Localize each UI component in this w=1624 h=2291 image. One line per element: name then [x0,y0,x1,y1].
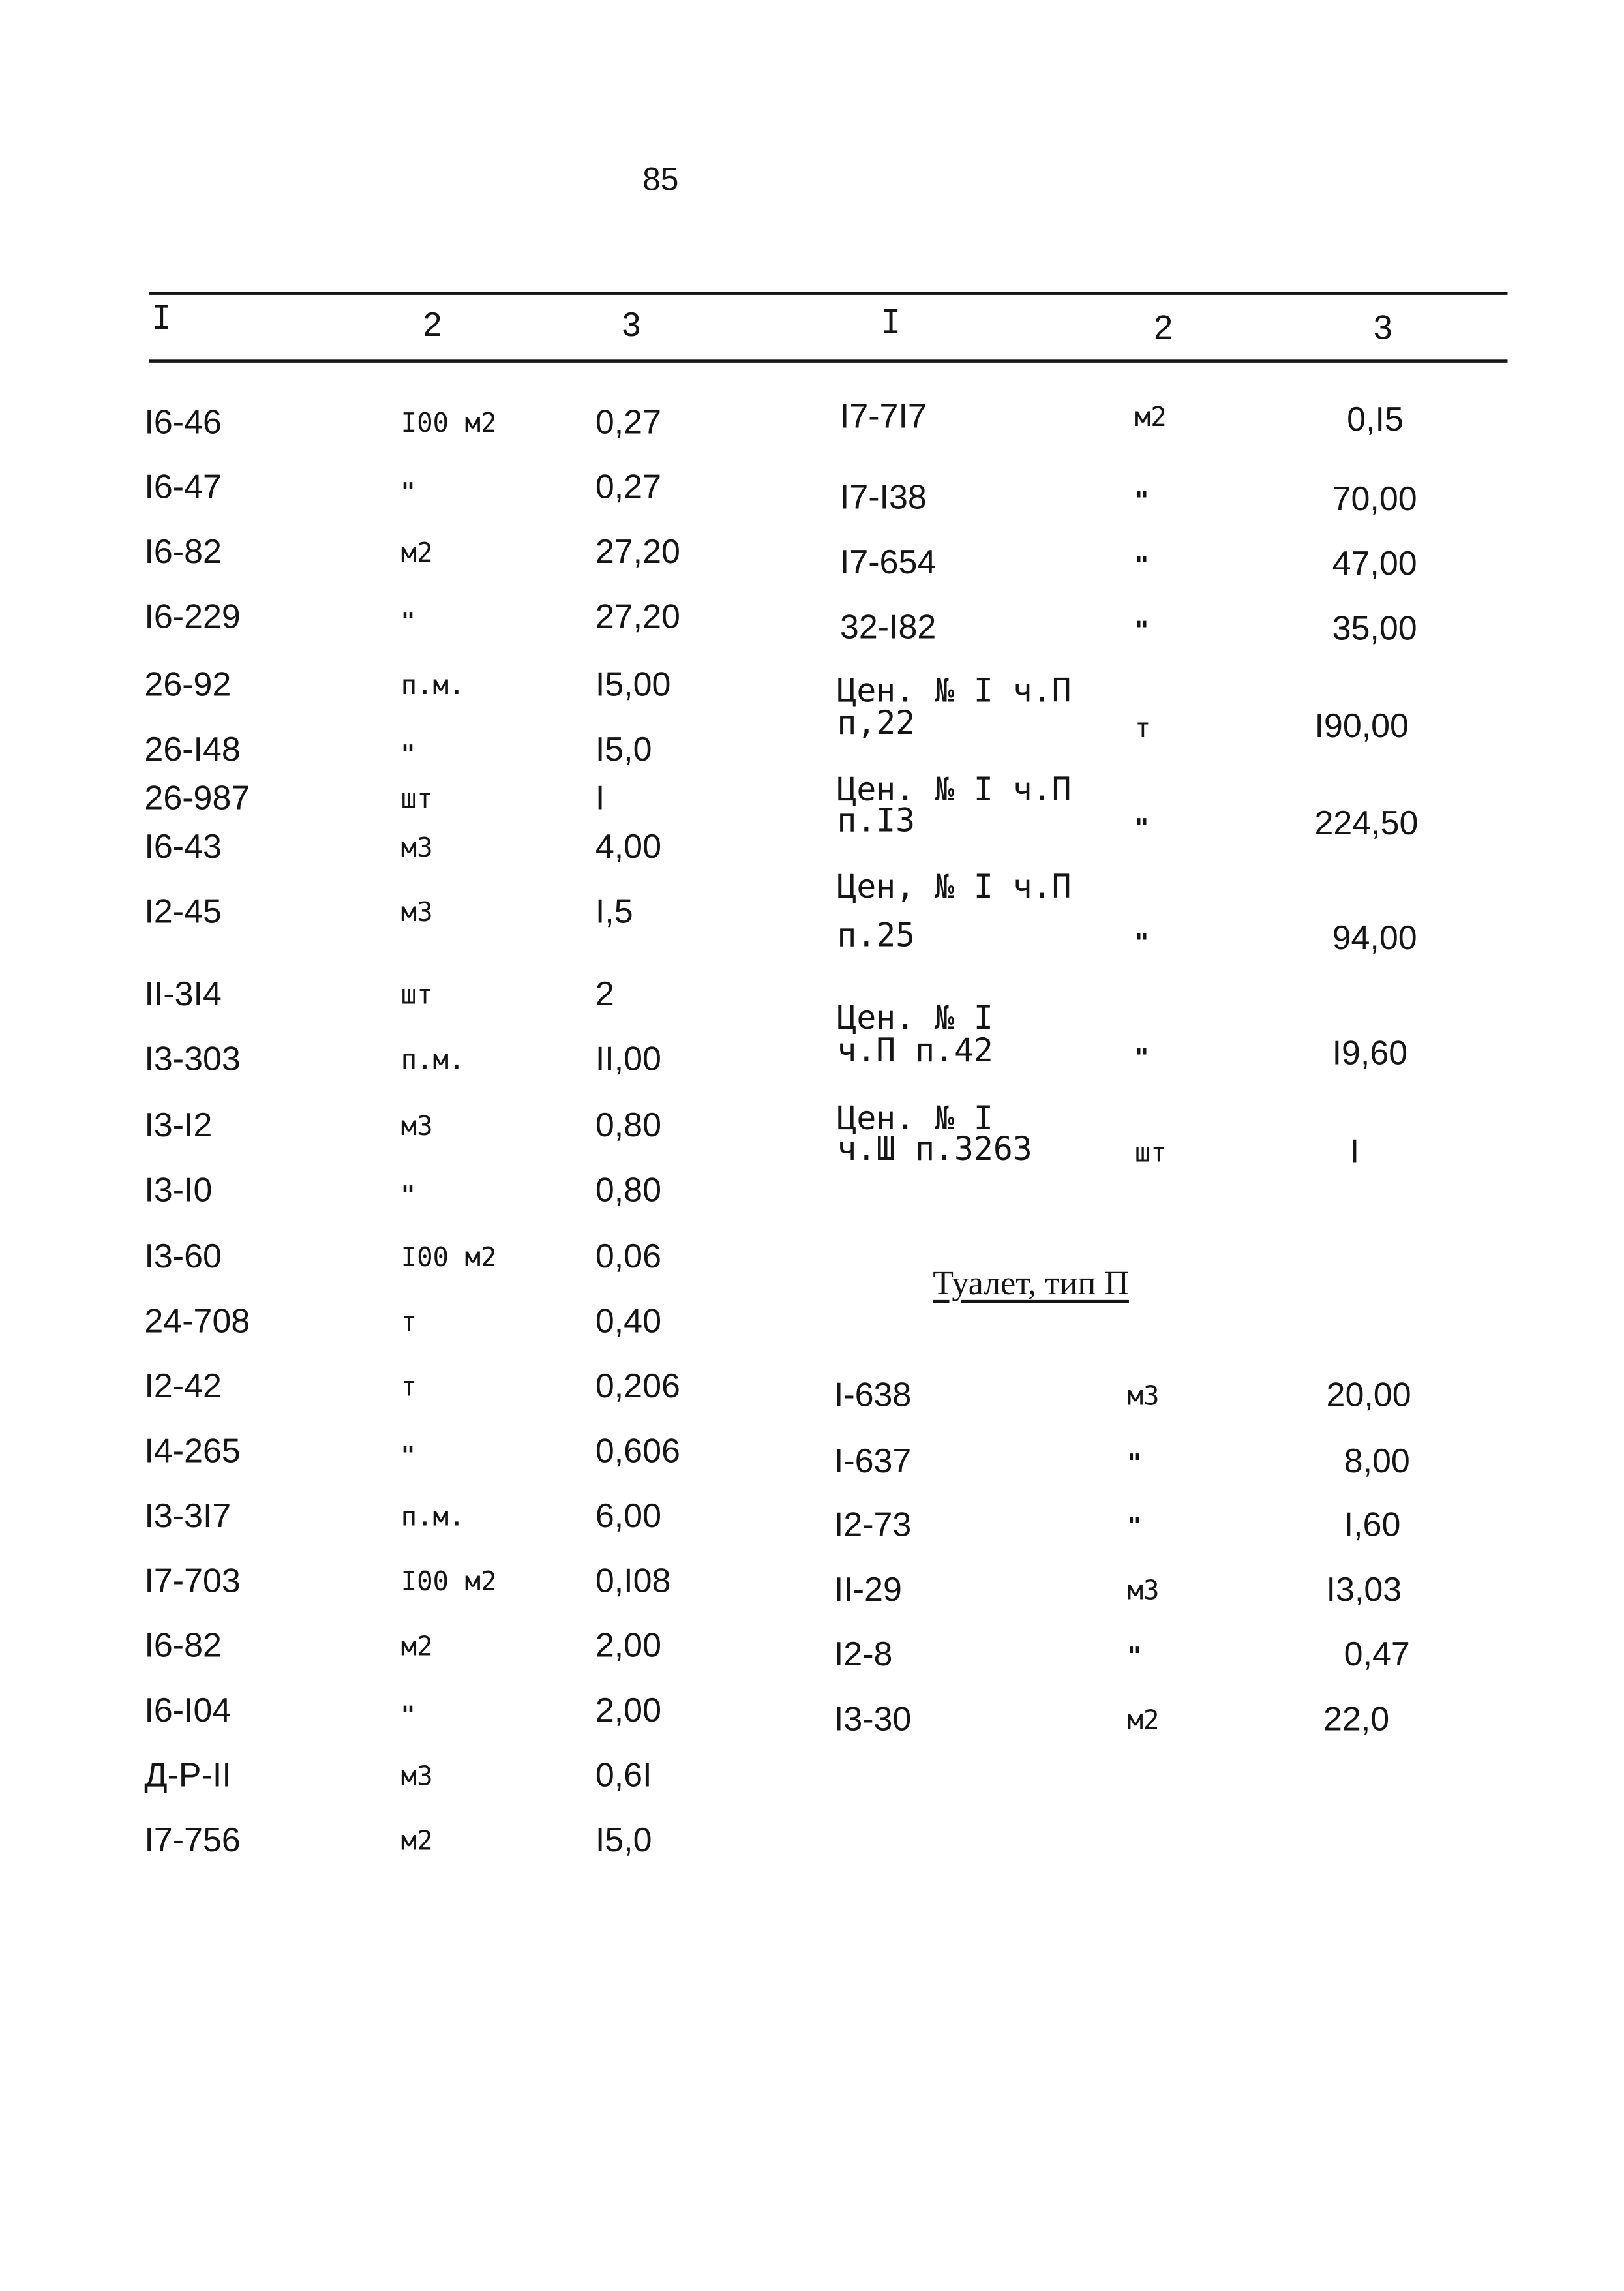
row-value: 0,27 [595,467,661,506]
row-unit: " [1134,928,1149,957]
row-code: II-29 [834,1570,902,1609]
row-value: 0,40 [595,1301,661,1340]
row-code: I2-42 [144,1366,222,1405]
row-unit: " [1134,813,1149,842]
row-unit: т [400,1307,417,1339]
row-code: I6-I04 [144,1690,232,1729]
row-unit: м3 [400,1761,433,1793]
row-unit: шт [1134,1138,1167,1169]
row-code: 24-708 [144,1301,250,1340]
row-value: 224,50 [1314,803,1419,842]
row-value: 0,06 [595,1236,661,1275]
row-code: I3-I2 [144,1105,213,1144]
row-value: 47,00 [1332,543,1417,583]
row-unit: I00 м2 [400,1242,497,1274]
row-code: I3-30 [834,1699,912,1738]
row-value: I90,00 [1314,706,1409,745]
row-unit: I00 м2 [400,1566,497,1598]
row-value: I5,00 [595,665,671,703]
row-value: 0,6I [595,1755,652,1794]
row-code: II-3I4 [144,974,222,1013]
row-unit: " [1127,1449,1142,1478]
header-col-1-left: I [151,300,172,338]
row-unit: " [400,1180,415,1209]
page-number: 85 [642,160,679,198]
row-unit: " [1134,616,1149,645]
row-value: 70,00 [1332,479,1417,518]
row-code-line-1: Цен. № I [837,1001,993,1038]
row-unit: т [1134,713,1151,745]
row-value: I9,60 [1332,1033,1408,1072]
row-code: I6-43 [144,827,222,866]
row-unit: м3 [400,832,433,864]
row-code-line-2: ч.Ш п.3263 [837,1132,1032,1169]
row-code: I3-3I7 [144,1496,232,1535]
row-code: I2-8 [834,1634,893,1673]
row-code: I7-7I7 [839,396,927,435]
row-value: II,00 [595,1039,661,1078]
row-unit: м3 [1127,1575,1160,1607]
row-code: 26-92 [144,665,232,703]
row-unit: п.м. [400,1044,465,1076]
row-unit: " [1127,1512,1142,1541]
row-code: I4-265 [144,1431,241,1470]
row-value: 4,00 [595,827,661,866]
row-code: I-637 [834,1441,912,1480]
header-col-3-left: 3 [622,305,641,344]
row-value: 2,00 [595,1690,661,1729]
row-unit: I00 м2 [400,408,497,440]
row-code: I6-229 [144,597,241,635]
row-code: I7-703 [144,1560,241,1600]
row-value: 0,I5 [1347,399,1404,438]
row-code: I6-82 [144,1626,222,1664]
row-value: I [595,778,605,817]
row-code: I3-303 [144,1039,241,1078]
row-code-line-2: п,22 [837,706,916,743]
row-value: I5,0 [595,729,652,768]
section-title: Туалет, тип П [933,1264,1129,1302]
row-code: 26-I48 [144,729,241,768]
row-code-line-1: Цен. № I [837,1100,993,1138]
row-code-line-2: ч.П п.42 [837,1033,993,1070]
row-value: 2,00 [595,1626,661,1664]
row-code: I6-47 [144,467,222,506]
row-value: 0,47 [1344,1634,1410,1673]
row-value: 0,I08 [595,1560,671,1600]
row-value: I3,03 [1326,1570,1402,1609]
row-code: I7-I38 [839,478,927,516]
header-col-2-left: 2 [423,305,442,344]
row-unit: шт [400,980,433,1012]
row-unit: " [400,1701,415,1729]
row-unit: т [400,1372,417,1404]
row-unit: " [400,740,415,768]
row-code: 26-987 [144,778,250,817]
row-unit: п.м. [400,1502,465,1533]
row-code-line-1: Цен, № I ч.П [837,870,1072,907]
row-value: 0,606 [595,1431,680,1470]
row-code: 32-I82 [839,607,937,646]
row-code-line-2: п.I3 [837,803,916,840]
row-code: I6-82 [144,532,222,571]
row-unit: " [400,1441,415,1470]
row-value: 6,00 [595,1496,661,1535]
row-code: I2-73 [834,1504,912,1543]
row-unit: м2 [400,1826,433,1857]
table-header-rule [149,359,1507,363]
row-unit: п.м. [400,671,465,702]
row-code-line-2: п.25 [837,918,916,956]
row-unit: м2 [400,1631,433,1663]
row-value: 8,00 [1344,1441,1410,1480]
row-value: 20,00 [1326,1375,1411,1414]
row-unit: м2 [1134,402,1167,434]
header-col-1-right: I [881,305,901,342]
row-code: I7-756 [144,1820,241,1859]
row-code: I2-45 [144,891,222,930]
table-top-rule [149,292,1507,295]
row-unit: " [1134,486,1149,515]
row-value: 0,80 [595,1170,661,1209]
row-unit: " [1134,551,1149,579]
row-value: I,5 [595,891,633,930]
header-col-2-right: 2 [1154,308,1173,346]
row-value: I,60 [1344,1504,1401,1543]
row-unit: м3 [400,898,433,929]
row-value: 35,00 [1332,609,1417,647]
row-unit: м2 [1127,1705,1160,1737]
row-unit: " [400,607,415,635]
row-unit: " [1127,1642,1142,1671]
row-code-line-1: Цен. № I ч.П [837,772,1072,810]
row-unit: " [400,478,415,506]
row-value: I5,0 [595,1820,652,1859]
row-value: 22,0 [1323,1699,1390,1738]
row-code: I3-60 [144,1236,222,1275]
row-unit: м2 [400,538,433,569]
row-value: 27,20 [595,532,680,571]
row-unit: м3 [400,1111,433,1143]
row-code: I7-654 [839,542,937,581]
row-value: 0,80 [595,1105,661,1144]
row-code: I6-46 [144,402,222,441]
row-unit: шт [400,784,433,815]
row-code: I-638 [834,1375,912,1414]
row-value: 27,20 [595,597,680,635]
row-code: I3-I0 [144,1170,213,1209]
row-value: 2 [595,974,614,1013]
row-value: I [1349,1132,1360,1171]
row-value: 0,27 [595,402,661,441]
row-unit: м3 [1127,1381,1160,1412]
row-code: Д-Р-II [144,1755,232,1794]
row-code-line-1: Цен. № I ч.П [837,673,1072,711]
row-value: 0,206 [595,1366,680,1405]
row-unit: " [1134,1043,1149,1072]
row-value: 94,00 [1332,918,1417,957]
header-col-3-right: 3 [1373,308,1392,346]
